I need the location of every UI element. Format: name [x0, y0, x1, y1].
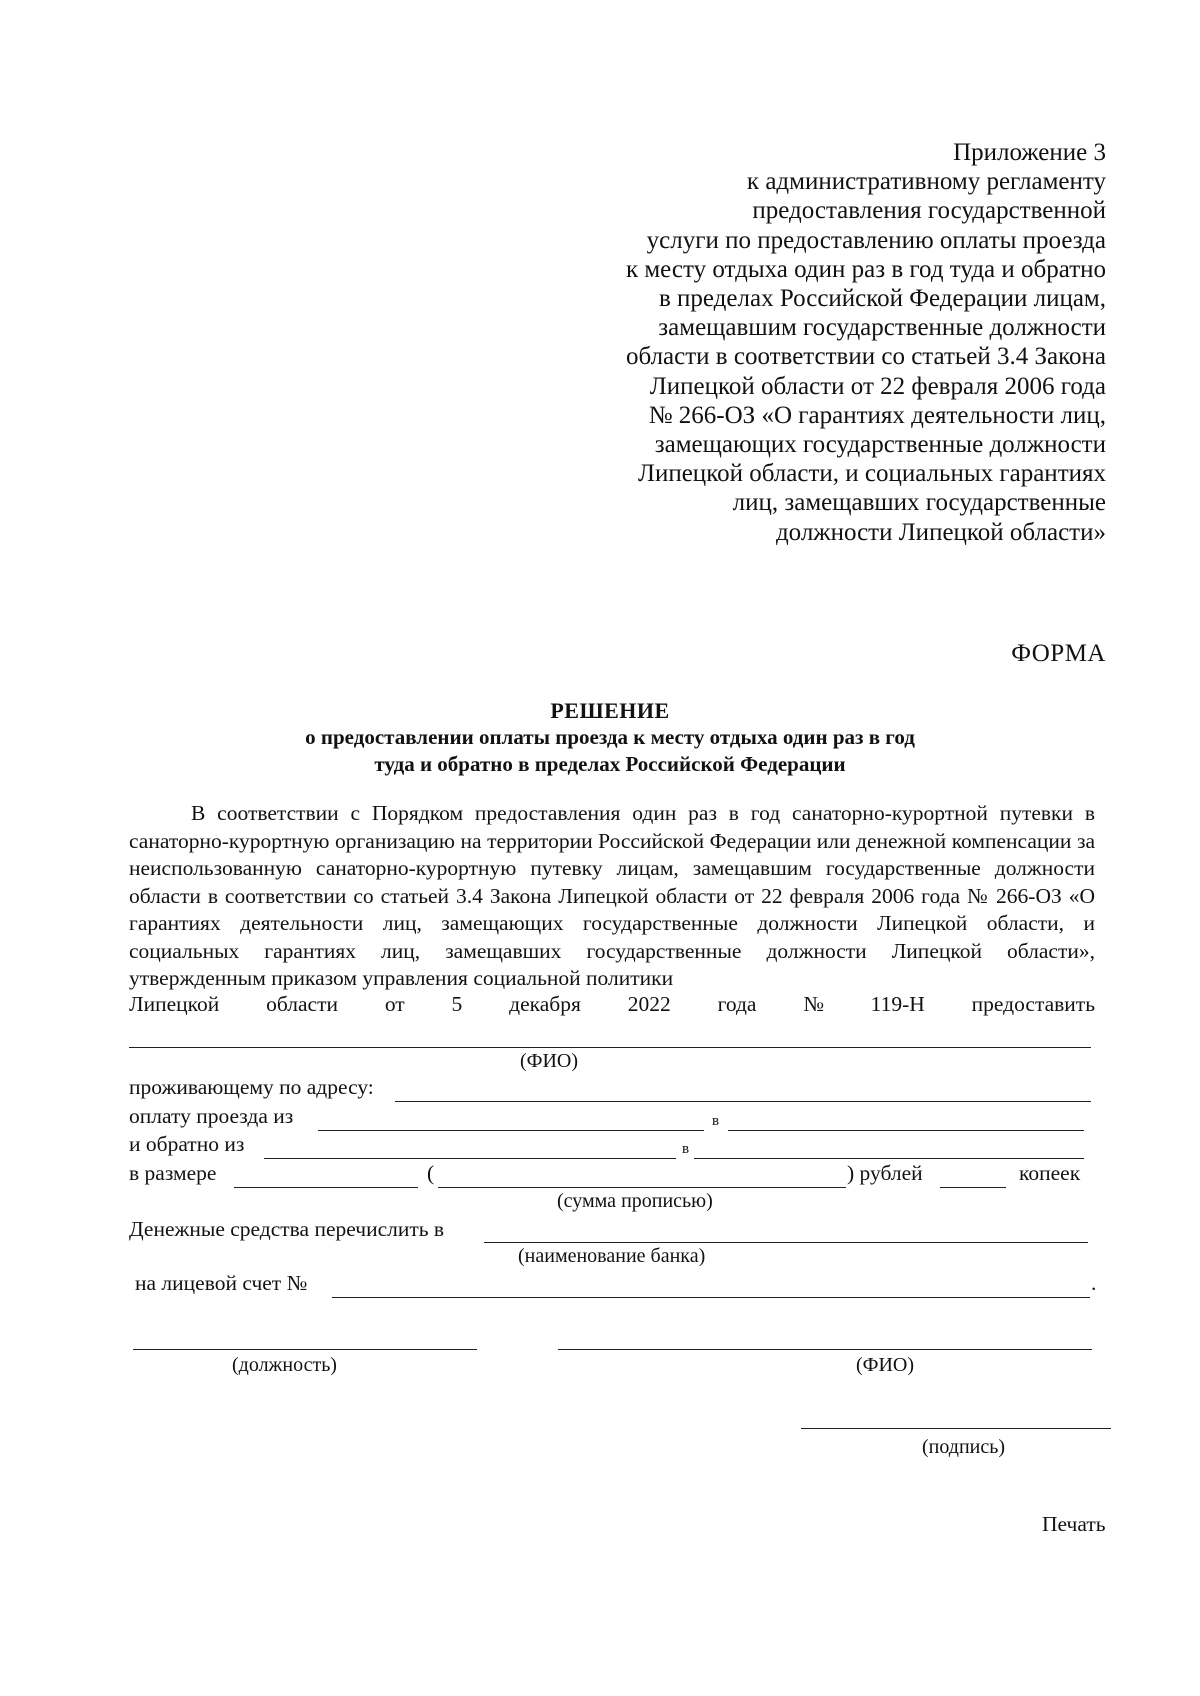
- position-caption: (должность): [232, 1354, 337, 1376]
- body-word: от: [384, 992, 405, 1016]
- seal-label: Печать: [1042, 1512, 1106, 1536]
- body-paragraph-text: В соответствии с Порядком предоставления один раз в год санаторно-курортной путевки в санаторно-курортную организацию на территории Российской Федерации или денежной компенсации за неиспользованную санаторно-курортную путевку лицам, замещавшим государственные должности области в соответствии со статьей 3.4 Закона Липецкой области от 22 февраля 2006 года № 266-ОЗ «О гарантиях деятельности лиц, замещающих государственные должности Липецкой области, и социальных гарантиях лиц, замещавших государственные должности Липецкой области», утвержденным приказом управления социальной политики: [129, 801, 1095, 990]
- body-word: 5: [451, 992, 463, 1016]
- appendix-line: услуги по предоставлению оплаты проезда: [646, 226, 1106, 254]
- signature-field[interactable]: [801, 1428, 1111, 1429]
- body-word: предоставить: [971, 992, 1095, 1016]
- appendix-header: [506, 138, 1106, 547]
- title-line-1: о предоставлении оплаты проезда к месту отдыха один раз в год: [305, 725, 915, 749]
- kopecks-label: копеек: [1019, 1161, 1081, 1185]
- title-line-2: туда и обратно в пределах Российской Федерации: [374, 752, 846, 776]
- body-word: 2022: [627, 992, 671, 1016]
- signer-fio-field[interactable]: [558, 1349, 1092, 1350]
- appendix-line: лиц, замещавших государственные: [732, 489, 1106, 517]
- appendix-line: Липецкой области от 22 февраля 2006 года: [649, 372, 1106, 400]
- body-word: Липецкой: [129, 992, 220, 1016]
- body-paragraph: [129, 800, 1095, 993]
- form-label: ФОРМА: [1011, 640, 1106, 667]
- signature-caption: (подпись): [922, 1436, 1006, 1458]
- appendix-line: замещавшим государственные должности: [658, 314, 1106, 342]
- amount-label: в размере: [129, 1161, 217, 1185]
- appendix-line: к месту отдыха один раз в год туда и обратно: [625, 255, 1106, 283]
- bank-caption: (наименование банка): [518, 1245, 706, 1267]
- kopecks-field[interactable]: [940, 1187, 1006, 1188]
- account-field[interactable]: [332, 1297, 1090, 1298]
- body-word: 119-Н: [870, 992, 925, 1016]
- body-word: области: [266, 992, 338, 1016]
- return-from-label: и обратно из: [129, 1132, 245, 1156]
- body-word: декабря: [509, 992, 581, 1016]
- appendix-line: в пределах Российской Федерации лицам,: [658, 285, 1106, 313]
- body-word: года: [717, 992, 757, 1016]
- appendix-line: к административному регламенту: [746, 168, 1106, 196]
- return-to-field[interactable]: [694, 1158, 1084, 1159]
- address-label: проживающему по адресу:: [129, 1075, 374, 1099]
- amount-words-field[interactable]: [438, 1187, 846, 1188]
- travel-to-field[interactable]: [728, 1130, 1084, 1131]
- bank-field[interactable]: [484, 1242, 1088, 1243]
- title-heading: РЕШЕНИЕ: [550, 698, 670, 723]
- travel-from-field[interactable]: [318, 1130, 704, 1131]
- transfer-label: Денежные средства перечислить в: [129, 1217, 445, 1241]
- signer-fio-caption: (ФИО): [856, 1354, 915, 1376]
- recipient-fio-caption: (ФИО): [520, 1050, 579, 1072]
- account-label: на лицевой счет №: [135, 1271, 308, 1295]
- amount-words-caption: (сумма прописью): [557, 1190, 713, 1212]
- appendix-line: предоставления государственной: [752, 197, 1106, 225]
- appendix-line: замещающих государственные должности: [654, 431, 1106, 459]
- appendix-line: области в соответствии со статьей 3.4 Закона: [625, 343, 1106, 371]
- rubles-label: ) рублей: [847, 1161, 923, 1185]
- account-end: .: [1091, 1271, 1097, 1295]
- return-to-label: в: [682, 1141, 690, 1157]
- return-from-field[interactable]: [264, 1158, 676, 1159]
- amount-open-paren: (: [427, 1161, 435, 1185]
- body-word: №: [803, 992, 824, 1016]
- appendix-line: № 266-ОЗ «О гарантиях деятельности лиц,: [648, 401, 1106, 429]
- appendix-line: должности Липецкой области»: [775, 518, 1106, 546]
- amount-digits-field[interactable]: [234, 1187, 418, 1188]
- travel-from-label: оплату проезда из: [129, 1104, 294, 1128]
- address-field[interactable]: [395, 1101, 1091, 1102]
- document-title: [130, 697, 1090, 778]
- travel-to-label: в: [712, 1113, 720, 1129]
- body-last-line: [129, 992, 1095, 1017]
- appendix-line: Липецкой области, и социальных гарантиях: [638, 460, 1106, 488]
- position-field[interactable]: [133, 1349, 477, 1350]
- recipient-fio-field[interactable]: [129, 1047, 1091, 1048]
- appendix-line: Приложение 3: [953, 139, 1106, 166]
